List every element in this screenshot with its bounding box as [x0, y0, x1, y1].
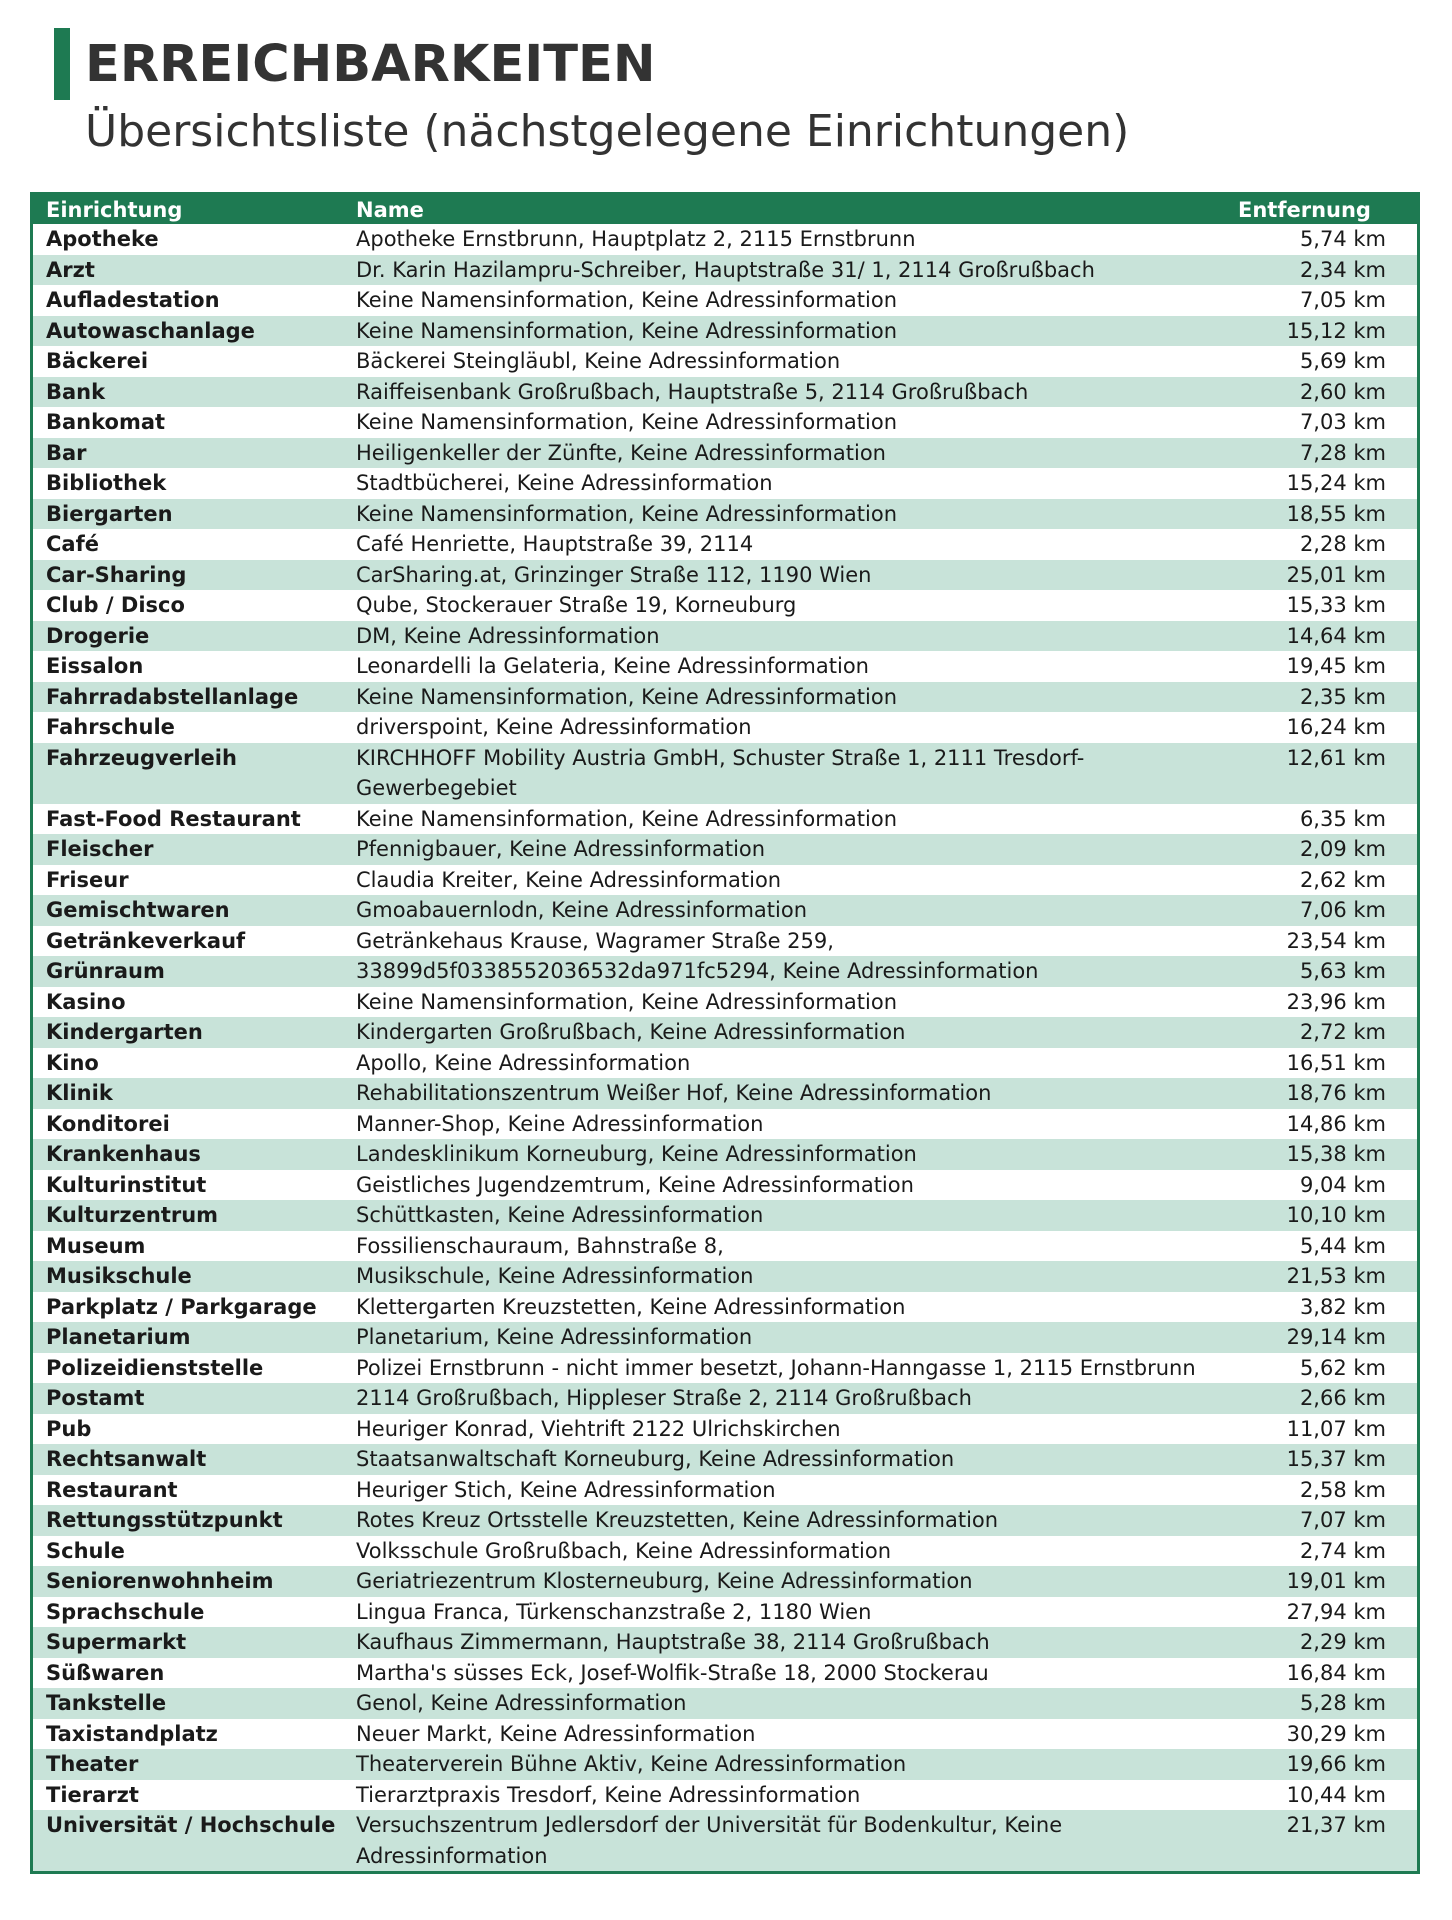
cell-name: Pfennigbauer, Keine Adressinformation — [356, 837, 766, 861]
cell-einrichtung: Sprachschule — [46, 1599, 205, 1624]
cell-einrichtung: Universität / Hochschule — [46, 1813, 336, 1837]
cell-entfernung: 10,44 km — [1286, 1782, 1386, 1807]
table-row — [33, 1200, 1417, 1231]
cell-einrichtung: Kino — [46, 1050, 99, 1075]
table-row — [33, 590, 1417, 621]
cell-entfernung: 5,28 km — [1299, 1691, 1386, 1715]
table-row — [33, 346, 1417, 377]
cell-einrichtung: Supermarkt — [46, 1630, 187, 1654]
cell-name: Rehabilitationszentrum Weißer Hof, Keine Adressinformation — [356, 1081, 992, 1105]
table-row — [33, 1749, 1417, 1780]
cell-entfernung: 6,35 km — [1299, 806, 1386, 831]
cell-einrichtung: Polizeidienststelle — [46, 1355, 264, 1380]
cell-einrichtung: Biergarten — [46, 501, 173, 526]
cell-einrichtung: Autowaschanlage — [46, 318, 255, 343]
table-row — [33, 1292, 1417, 1323]
cell-name: Kindergarten Großrußbach, Keine Adressinformation — [356, 1020, 906, 1044]
table-row — [33, 1048, 1417, 1079]
table-row — [33, 1688, 1417, 1719]
cell-entfernung: 18,76 km — [1286, 1081, 1386, 1105]
cell-einrichtung: Fahrschule — [46, 715, 175, 739]
cell-name: Heuriger Stich, Keine Adressinformation — [356, 1477, 776, 1502]
cell-einrichtung: Fahrzeugverleih — [46, 745, 237, 770]
table-row — [33, 1017, 1417, 1048]
table-row — [33, 1597, 1417, 1628]
cell-name: Keine Namensinformation, Keine Adressinformation — [356, 806, 898, 831]
cell-name: Schüttkasten, Keine Adressinformation — [356, 1203, 764, 1227]
cell-entfernung: 2,62 km — [1299, 867, 1386, 892]
cell-entfernung: 9,04 km — [1299, 1172, 1386, 1197]
column-header-einrichtung: Einrichtung — [46, 197, 183, 222]
table-row — [33, 1719, 1417, 1750]
title-accent-bar — [54, 28, 70, 100]
cell-einrichtung: Konditorei — [46, 1111, 170, 1136]
cell-name: Landesklinikum Korneuburg, Keine Adressinformation — [356, 1142, 917, 1166]
table-row — [33, 987, 1417, 1018]
cell-einrichtung: Theater — [46, 1752, 139, 1776]
table-row — [33, 1231, 1417, 1262]
table-row — [33, 926, 1417, 957]
page-subtitle: Übersichtsliste (nächstgelegene Einrichtungen) — [85, 106, 1130, 157]
cell-name: Claudia Kreiter, Keine Adressinformation — [356, 867, 782, 892]
table-row — [33, 407, 1417, 438]
table-header — [33, 195, 1417, 224]
cell-entfernung: 7,28 km — [1299, 440, 1386, 465]
cell-entfernung: 2,35 km — [1299, 684, 1386, 709]
cell-einrichtung: Fleischer — [46, 837, 154, 861]
table-row — [33, 438, 1417, 469]
cell-einrichtung: Aufladestation — [46, 288, 220, 312]
cell-entfernung: 19,66 km — [1286, 1752, 1386, 1776]
cell-name: Stadtbücherei, Keine Adressinformation — [356, 471, 773, 495]
table-row — [33, 651, 1417, 682]
cell-entfernung: 15,38 km — [1286, 1142, 1386, 1166]
table-row — [33, 1444, 1417, 1475]
table-row — [33, 377, 1417, 408]
cell-name: Bäckerei Steingläubl, Keine Adressinformation — [356, 349, 841, 373]
cell-entfernung: 16,51 km — [1286, 1050, 1386, 1075]
table-row — [33, 1261, 1417, 1292]
cell-entfernung: 27,94 km — [1286, 1599, 1386, 1624]
cell-einrichtung: Bank — [46, 379, 106, 404]
cell-name: Volksschule Großrußbach, Keine Adressinformation — [356, 1538, 892, 1563]
cell-name: Theaterverein Bühne Aktiv, Keine Adressinformation — [356, 1752, 907, 1776]
table-row — [33, 468, 1417, 499]
cell-name: Kaufhaus Zimmermann, Hauptstraße 38, 2114 Großrußbach — [356, 1630, 990, 1654]
table-row — [33, 1536, 1417, 1567]
cell-einrichtung: Rettungsstützpunkt — [46, 1508, 283, 1532]
cell-entfernung: 15,24 km — [1286, 471, 1386, 495]
table-row — [33, 1414, 1417, 1445]
cell-name: Klettergarten Kreuzstetten, Keine Adressinformation — [356, 1294, 906, 1319]
cell-entfernung: 2,74 km — [1299, 1538, 1386, 1563]
cell-entfernung: 7,07 km — [1299, 1508, 1386, 1532]
cell-entfernung: 5,69 km — [1299, 349, 1386, 373]
cell-name: 2114 Großrußbach, Hippleser Straße 2, 2114 Großrußbach — [356, 1386, 972, 1410]
cell-entfernung: 2,29 km — [1299, 1630, 1386, 1654]
cell-name: Musikschule, Keine Adressinformation — [356, 1264, 754, 1288]
cell-entfernung: 2,66 km — [1299, 1386, 1386, 1410]
cell-einrichtung: Bankomat — [46, 410, 166, 434]
cell-entfernung: 7,06 km — [1299, 898, 1386, 922]
cell-einrichtung: Kindergarten — [46, 1020, 203, 1044]
cell-name: Raiffeisenbank Großrußbach, Hauptstraße 5, 2114 Großrußbach — [356, 379, 1029, 404]
cell-entfernung: 16,84 km — [1286, 1660, 1386, 1685]
cell-name: Geriatriezentrum Klosterneuburg, Keine Adressinformation — [356, 1569, 973, 1593]
cell-name: Keine Namensinformation, Keine Adressinformation — [356, 318, 898, 343]
cell-einrichtung: Bäckerei — [46, 349, 149, 373]
facilities-table — [30, 192, 1420, 1874]
cell-entfernung: 14,64 km — [1286, 623, 1386, 648]
cell-entfernung: 19,01 km — [1286, 1569, 1386, 1593]
table-row — [33, 316, 1417, 347]
cell-name: Qube, Stockerauer Straße 19, Korneuburg — [356, 593, 797, 617]
table-row — [33, 224, 1417, 255]
cell-einrichtung: Arzt — [46, 257, 95, 282]
table-row — [33, 895, 1417, 926]
cell-einrichtung: Kasino — [46, 989, 126, 1014]
cell-einrichtung: Süßwaren — [46, 1660, 165, 1685]
cell-einrichtung: Gemischtwaren — [46, 898, 230, 922]
cell-entfernung: 2,72 km — [1299, 1020, 1386, 1044]
cell-entfernung: 2,34 km — [1299, 257, 1386, 282]
cell-name: Keine Namensinformation, Keine Adressinformation — [356, 501, 898, 526]
cell-entfernung: 21,37 km — [1286, 1813, 1386, 1837]
cell-name: CarSharing.at, Grinzinger Straße 112, 1190 Wien — [356, 562, 872, 587]
cell-einrichtung: Tankstelle — [46, 1691, 167, 1715]
cell-name: Keine Namensinformation, Keine Adressinformation — [356, 410, 898, 434]
cell-einrichtung: Kulturinstitut — [46, 1172, 207, 1197]
cell-entfernung: 5,63 km — [1299, 959, 1386, 983]
cell-name: Manner-Shop, Keine Adressinformation — [356, 1111, 764, 1136]
table-row — [33, 743, 1417, 804]
cell-name: Café Henriette, Hauptstraße 39, 2114 — [356, 532, 754, 556]
cell-entfernung: 16,24 km — [1286, 715, 1386, 739]
cell-name: Leonardelli la Gelateria, Keine Adressinformation — [356, 654, 869, 678]
cell-entfernung: 29,14 km — [1286, 1325, 1386, 1349]
cell-name: Neuer Markt, Keine Adressinformation — [356, 1721, 756, 1746]
table-row — [33, 1505, 1417, 1536]
table-row — [33, 1475, 1417, 1506]
cell-einrichtung: Eissalon — [46, 654, 144, 678]
cell-entfernung: 5,44 km — [1299, 1233, 1386, 1258]
cell-name: Keine Namensinformation, Keine Adressinformation — [356, 684, 898, 709]
cell-entfernung: 23,96 km — [1286, 989, 1386, 1014]
cell-name: Dr. Karin Hazilampru-Schreiber, Hauptstraße 31/ 1, 2114 Großrußbach — [356, 257, 1095, 282]
cell-einrichtung: Drogerie — [46, 623, 150, 648]
cell-einrichtung: Taxistandplatz — [46, 1721, 218, 1746]
cell-entfernung: 18,55 km — [1286, 501, 1386, 526]
table-body — [33, 224, 1417, 1871]
cell-entfernung: 5,62 km — [1299, 1355, 1386, 1380]
table-row — [33, 1078, 1417, 1109]
cell-entfernung: 7,03 km — [1299, 410, 1386, 434]
table-row — [33, 834, 1417, 865]
cell-entfernung: 11,07 km — [1286, 1416, 1386, 1441]
cell-einrichtung: Fahrradabstellanlage — [46, 684, 299, 709]
cell-einrichtung: Klinik — [46, 1081, 113, 1105]
cell-entfernung: 3,82 km — [1299, 1294, 1386, 1319]
cell-einrichtung: Kulturzentrum — [46, 1203, 219, 1227]
table-row — [33, 1658, 1417, 1689]
cell-name: Martha's süsses Eck, Josef-Wolfik-Straße 18, 2000 Stockerau — [356, 1660, 989, 1685]
table-row — [33, 529, 1417, 560]
cell-einrichtung: Tierarzt — [46, 1782, 139, 1807]
cell-entfernung: 14,86 km — [1286, 1111, 1386, 1136]
cell-einrichtung: Museum — [46, 1233, 146, 1258]
cell-entfernung: 15,37 km — [1286, 1447, 1386, 1471]
cell-name: Geistliches Jugendzemtrum, Keine Adressinformation — [356, 1172, 914, 1197]
table-row — [33, 682, 1417, 713]
table-row — [33, 1627, 1417, 1658]
cell-einrichtung: Restaurant — [46, 1477, 178, 1502]
cell-name: Heuriger Konrad, Viehtrift 2122 Ulrichskirchen — [356, 1416, 841, 1441]
cell-einrichtung: Postamt — [46, 1386, 145, 1410]
cell-entfernung: 23,54 km — [1286, 928, 1386, 953]
cell-einrichtung: Musikschule — [46, 1264, 192, 1288]
cell-name: Genol, Keine Adressinformation — [356, 1691, 687, 1715]
table-row — [33, 956, 1417, 987]
table-row — [33, 1322, 1417, 1353]
column-header-name: Name — [356, 197, 424, 222]
cell-name: Tierarztpraxis Tresdorf, Keine Adressinformation — [356, 1782, 861, 1807]
cell-entfernung: 7,05 km — [1299, 288, 1386, 312]
cell-entfernung: 12,61 km — [1286, 745, 1386, 770]
cell-name: Keine Namensinformation, Keine Adressinformation — [356, 288, 898, 312]
cell-name: Getränkehaus Krause, Wagramer Straße 259, — [356, 928, 834, 953]
table-row — [33, 1810, 1417, 1871]
cell-einrichtung: Rechtsanwalt — [46, 1447, 207, 1471]
table-row — [33, 560, 1417, 591]
cell-entfernung: 2,60 km — [1299, 379, 1386, 404]
table-row — [33, 499, 1417, 530]
cell-name: Versuchszentrum Jedlersdorf der Universität für Bodenkultur, Keine Adressinformation — [356, 1813, 1063, 1868]
cell-name: Staatsanwaltschaft Korneuburg, Keine Adressinformation — [356, 1447, 955, 1471]
cell-entfernung: 2,28 km — [1299, 532, 1386, 556]
cell-name: Heiligenkeller der Zünfte, Keine Adressinformation — [356, 440, 886, 465]
cell-name: Keine Namensinformation, Keine Adressinformation — [356, 989, 898, 1014]
cell-name: Planetarium, Keine Adressinformation — [356, 1325, 753, 1349]
cell-name: KIRCHHOFF Mobility Austria GmbH, Schuster Straße 1, 2111 Tresdorf-Gewerbegebiet — [356, 745, 1085, 800]
cell-einrichtung: Pub — [46, 1416, 92, 1441]
cell-entfernung: 2,09 km — [1299, 837, 1386, 861]
cell-entfernung: 15,12 km — [1286, 318, 1386, 343]
cell-einrichtung: Fast-Food Restaurant — [46, 806, 301, 831]
cell-entfernung: 30,29 km — [1286, 1721, 1386, 1746]
cell-entfernung: 10,10 km — [1286, 1203, 1386, 1227]
table-row — [33, 1109, 1417, 1140]
cell-einrichtung: Café — [46, 532, 99, 556]
cell-einrichtung: Krankenhaus — [46, 1142, 201, 1166]
table-row — [33, 621, 1417, 652]
cell-name: Gmoabauernlodn, Keine Adressinformation — [356, 898, 808, 922]
cell-name: Apotheke Ernstbrunn, Hauptplatz 2, 2115 Ernstbrunn — [356, 227, 916, 251]
column-header-entfernung: Entfernung — [1238, 197, 1371, 222]
cell-name: driverspoint, Keine Adressinformation — [356, 715, 752, 739]
table-row — [33, 1139, 1417, 1170]
cell-einrichtung: Bibliothek — [46, 471, 167, 495]
cell-einrichtung: Club / Disco — [46, 593, 185, 617]
cell-name: Polizei Ernstbrunn - nicht immer besetzt, Johann-Hanngasse 1, 2115 Ernstbrunn — [356, 1355, 1196, 1380]
cell-entfernung: 5,74 km — [1299, 227, 1386, 251]
page-title: ERREICHBARKEITEN — [85, 35, 656, 94]
cell-einrichtung: Friseur — [46, 867, 129, 892]
table-row — [33, 1353, 1417, 1384]
cell-einrichtung: Seniorenwohnheim — [46, 1569, 274, 1593]
table-row — [33, 804, 1417, 835]
cell-einrichtung: Grünraum — [46, 959, 165, 983]
table-row — [33, 865, 1417, 896]
cell-einrichtung: Getränkeverkauf — [46, 928, 246, 953]
cell-einrichtung: Planetarium — [46, 1325, 191, 1349]
cell-name: 33899d5f0338552036532da971fc5294, Keine Adressinformation — [356, 959, 1039, 983]
cell-entfernung: 25,01 km — [1286, 562, 1386, 587]
cell-name: DM, Keine Adressinformation — [356, 623, 660, 648]
cell-einrichtung: Car-Sharing — [46, 562, 187, 587]
cell-name: Apollo, Keine Adressinformation — [356, 1050, 691, 1075]
cell-einrichtung: Bar — [46, 440, 87, 465]
cell-entfernung: 2,58 km — [1299, 1477, 1386, 1502]
table-row — [33, 712, 1417, 743]
cell-name: Lingua Franca, Türkenschanzstraße 2, 1180 Wien — [356, 1599, 872, 1624]
cell-einrichtung: Apotheke — [46, 227, 159, 251]
table-row — [33, 285, 1417, 316]
table-row — [33, 255, 1417, 286]
table-row — [33, 1780, 1417, 1811]
cell-einrichtung: Schule — [46, 1538, 125, 1563]
table-row — [33, 1566, 1417, 1597]
cell-entfernung: 19,45 km — [1286, 654, 1386, 678]
cell-name: Fossilienschauraum, Bahnstraße 8, — [356, 1233, 724, 1258]
cell-einrichtung: Parkplatz / Parkgarage — [46, 1294, 317, 1319]
cell-name: Rotes Kreuz Ortsstelle Kreuzstetten, Keine Adressinformation — [356, 1508, 999, 1532]
cell-entfernung: 21,53 km — [1286, 1264, 1386, 1288]
table-row — [33, 1170, 1417, 1201]
cell-entfernung: 15,33 km — [1286, 593, 1386, 617]
table-row — [33, 1383, 1417, 1414]
